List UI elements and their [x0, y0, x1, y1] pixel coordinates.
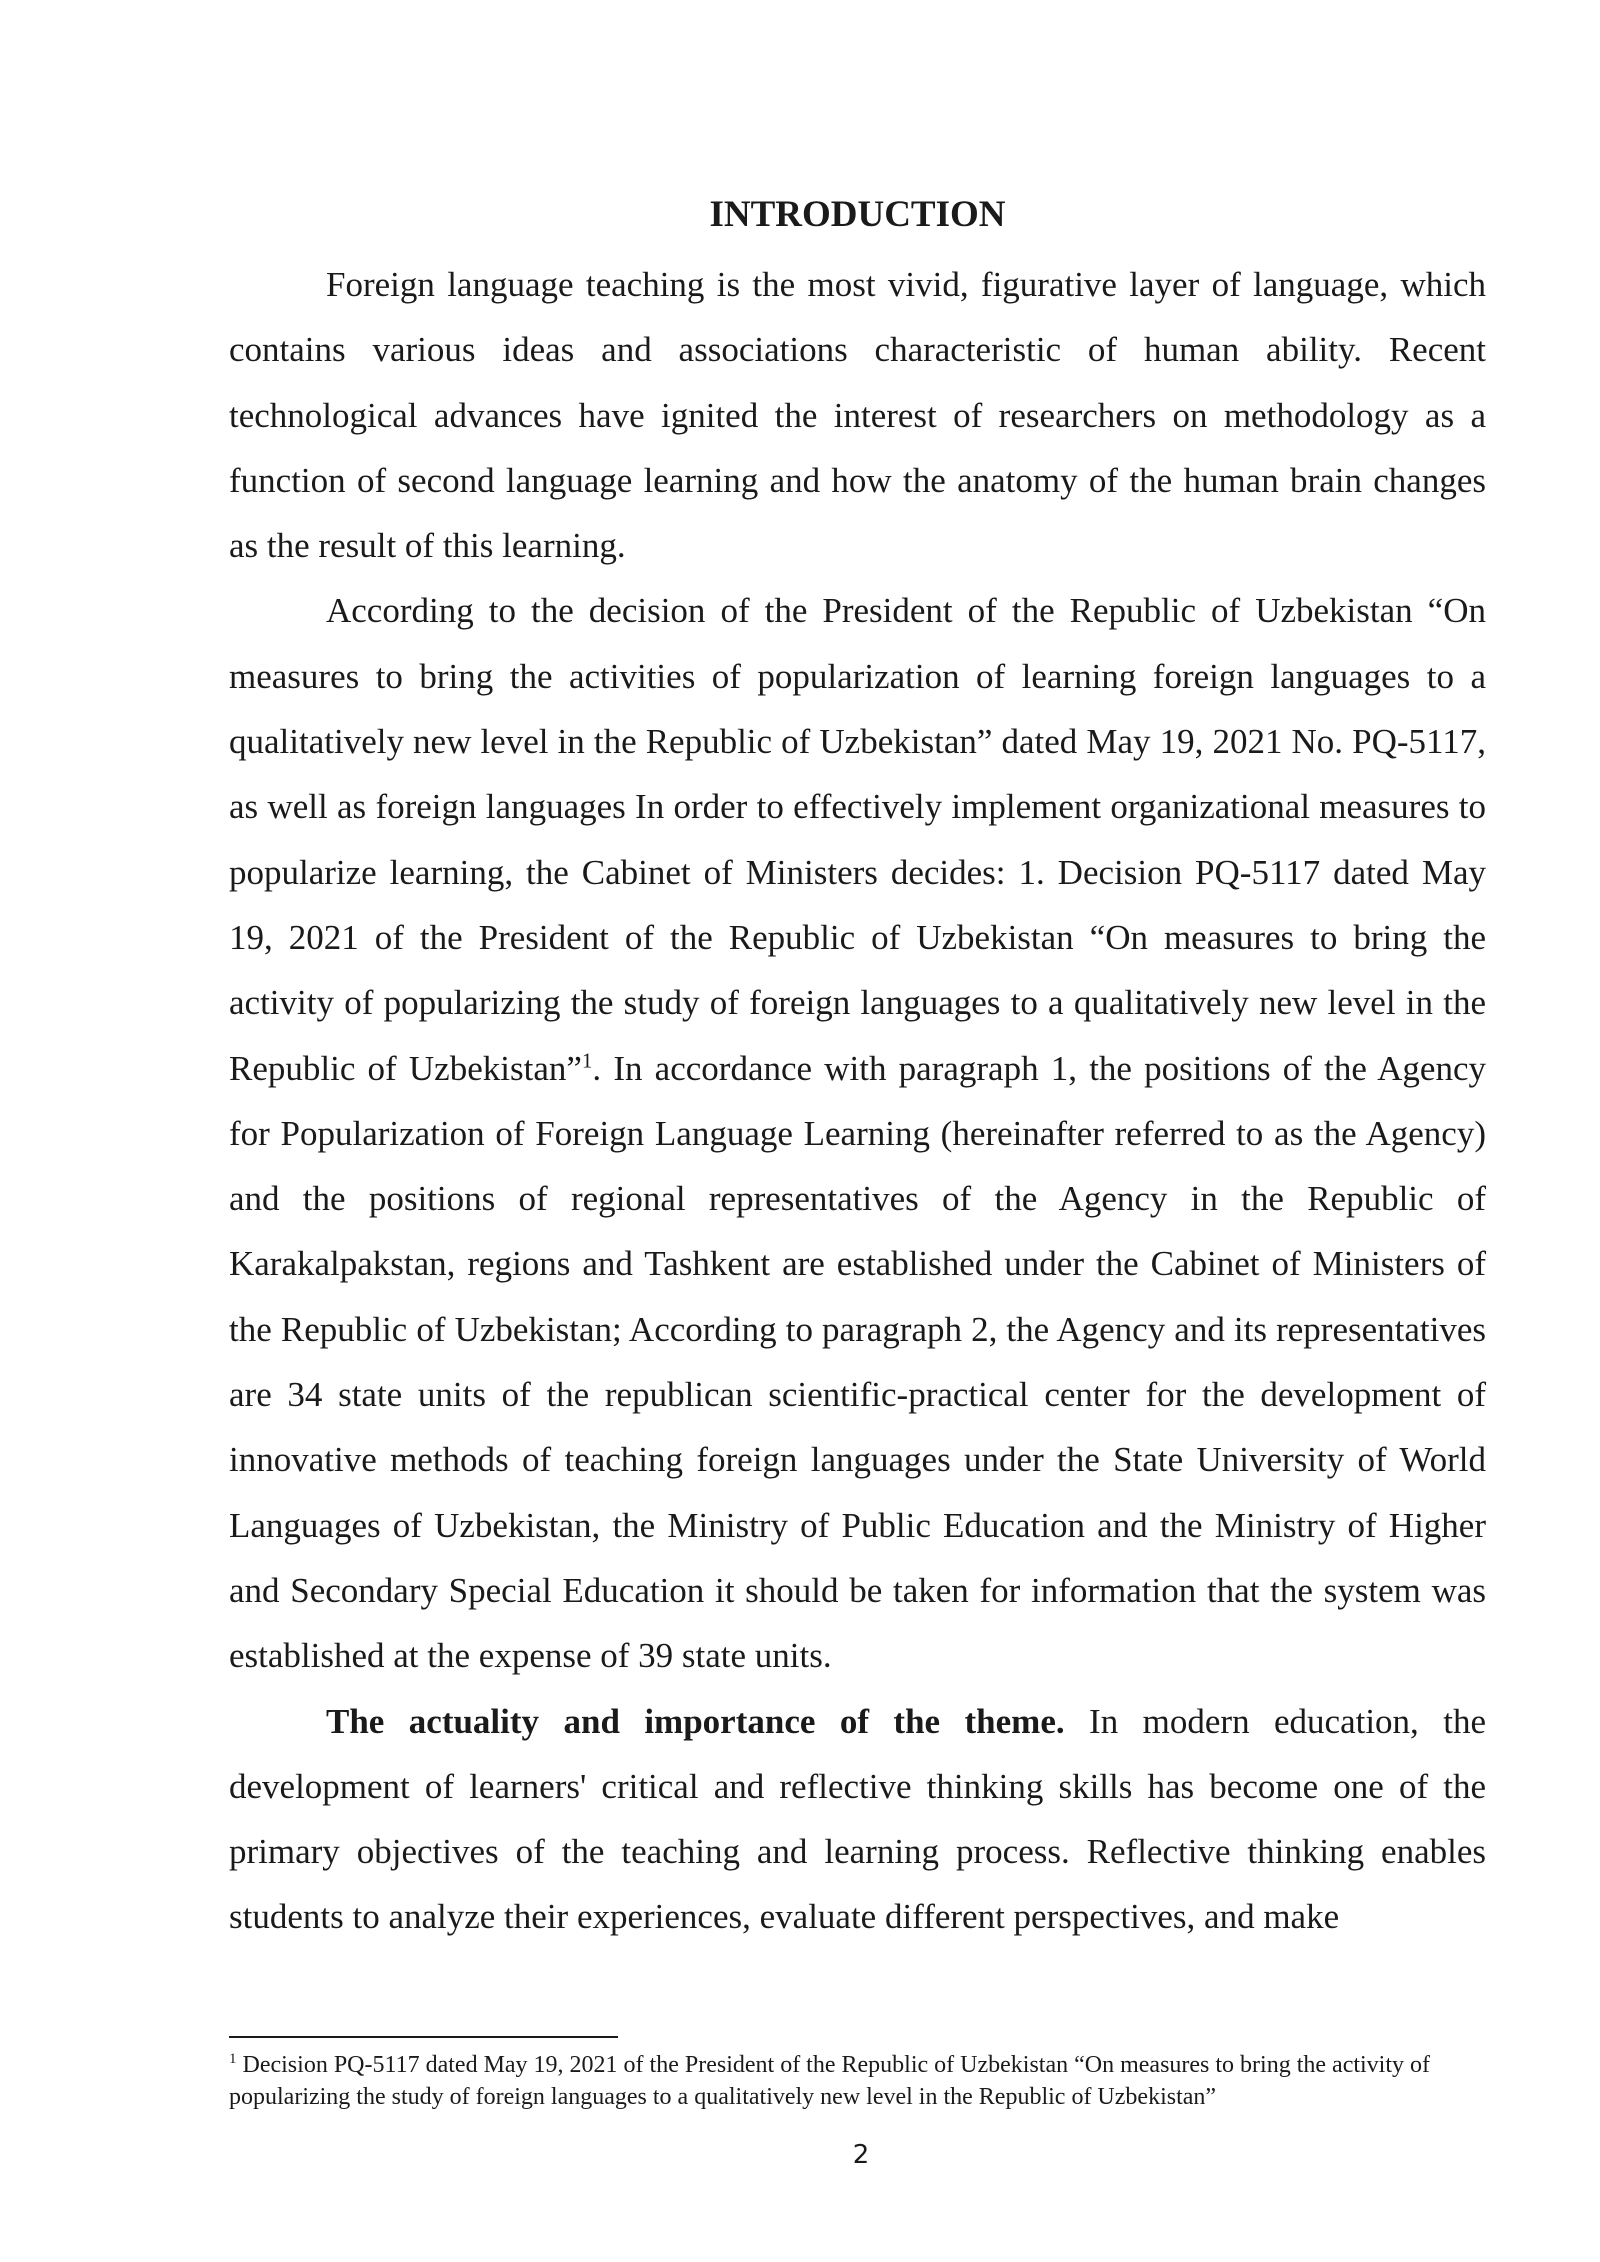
footnote-marker: 1	[229, 2051, 237, 2067]
paragraph-decision	[229, 578, 1486, 1688]
page-number: 2	[852, 2140, 870, 2170]
footnote-text: Decision PQ-5117 dated May 19, 2021 of the President of the Republic of Uzbekistan “On measures to bring the activity of popularizing the study of foreign languages to a qualitatively new level in the Republic of Uzbekistan”	[229, 2052, 1431, 2110]
paragraph-decision-text: According to the decision of the President of the Republic of Uzbekistan “On measures to bring the activities of popularization of learning foreign languages to a qualitatively new level in the Republic of Uzbekistan” dated May 19, 2021 No. PQ-5117, as well as foreign languages In order to effectively implement organizational measures to popularize learning, the Cabinet of Ministers decides: 1. Decision PQ-5117 dated May 19, 2021 of the President of the Republic of Uzbekistan “On measures to bring the activity of popularizing the study of foreign languages to a qualitatively new level in the Republic of Uzbekistan”	[229, 591, 1486, 1088]
paragraph-actuality-text: In modern education, the development of learners' critical and reflective thinking skills has become one of the primary objectives of the teaching and learning process. Reflective thinking enables students to analyze their experiences, evaluate different perspectives, and make	[229, 1701, 1486, 1937]
footnote-separator	[229, 2036, 618, 2038]
paragraph-intro	[229, 252, 1486, 578]
paragraph-decision-continued: . In accordance with paragraph 1, the positions of the Agency for Popularization of Foreign Language Learning (hereinafter referred to as the Agency) and the positions of regional representatives of the Agency in the Republic of Karakalpakstan, regions and Tashkent are established under the Cabinet of Ministers of the Republic of Uzbekistan; According to paragraph 2, the Agency and its representatives are 34 state units of the republican scientific-practical center for the development of innovative methods of teaching foreign languages under the State University of World Languages of Uzbekistan, the Ministry of Public Education and the Ministry of Higher and Secondary Special Education it should be taken for information that the system was established at the expense of 39 state units.	[229, 1048, 1486, 1676]
paragraph-actuality	[229, 1689, 1486, 1950]
body-text	[229, 190, 1486, 1950]
footnote	[229, 2049, 1486, 2113]
paragraph-intro-text: Foreign language teaching is the most vivid, figurative layer of language, which contains various ideas and associations characteristic of human ability. Recent technological advances have ignited the interest of researchers on methodology as a function of second language learning and how the anatomy of the human brain changes as the result of this learning.	[229, 265, 1486, 566]
section-heading: INTRODUCTION	[709, 194, 1006, 235]
footnote-reference[interactable]: 1	[581, 1047, 593, 1072]
actuality-lead-in: The actuality and importance of the theme.	[326, 1701, 1065, 1741]
